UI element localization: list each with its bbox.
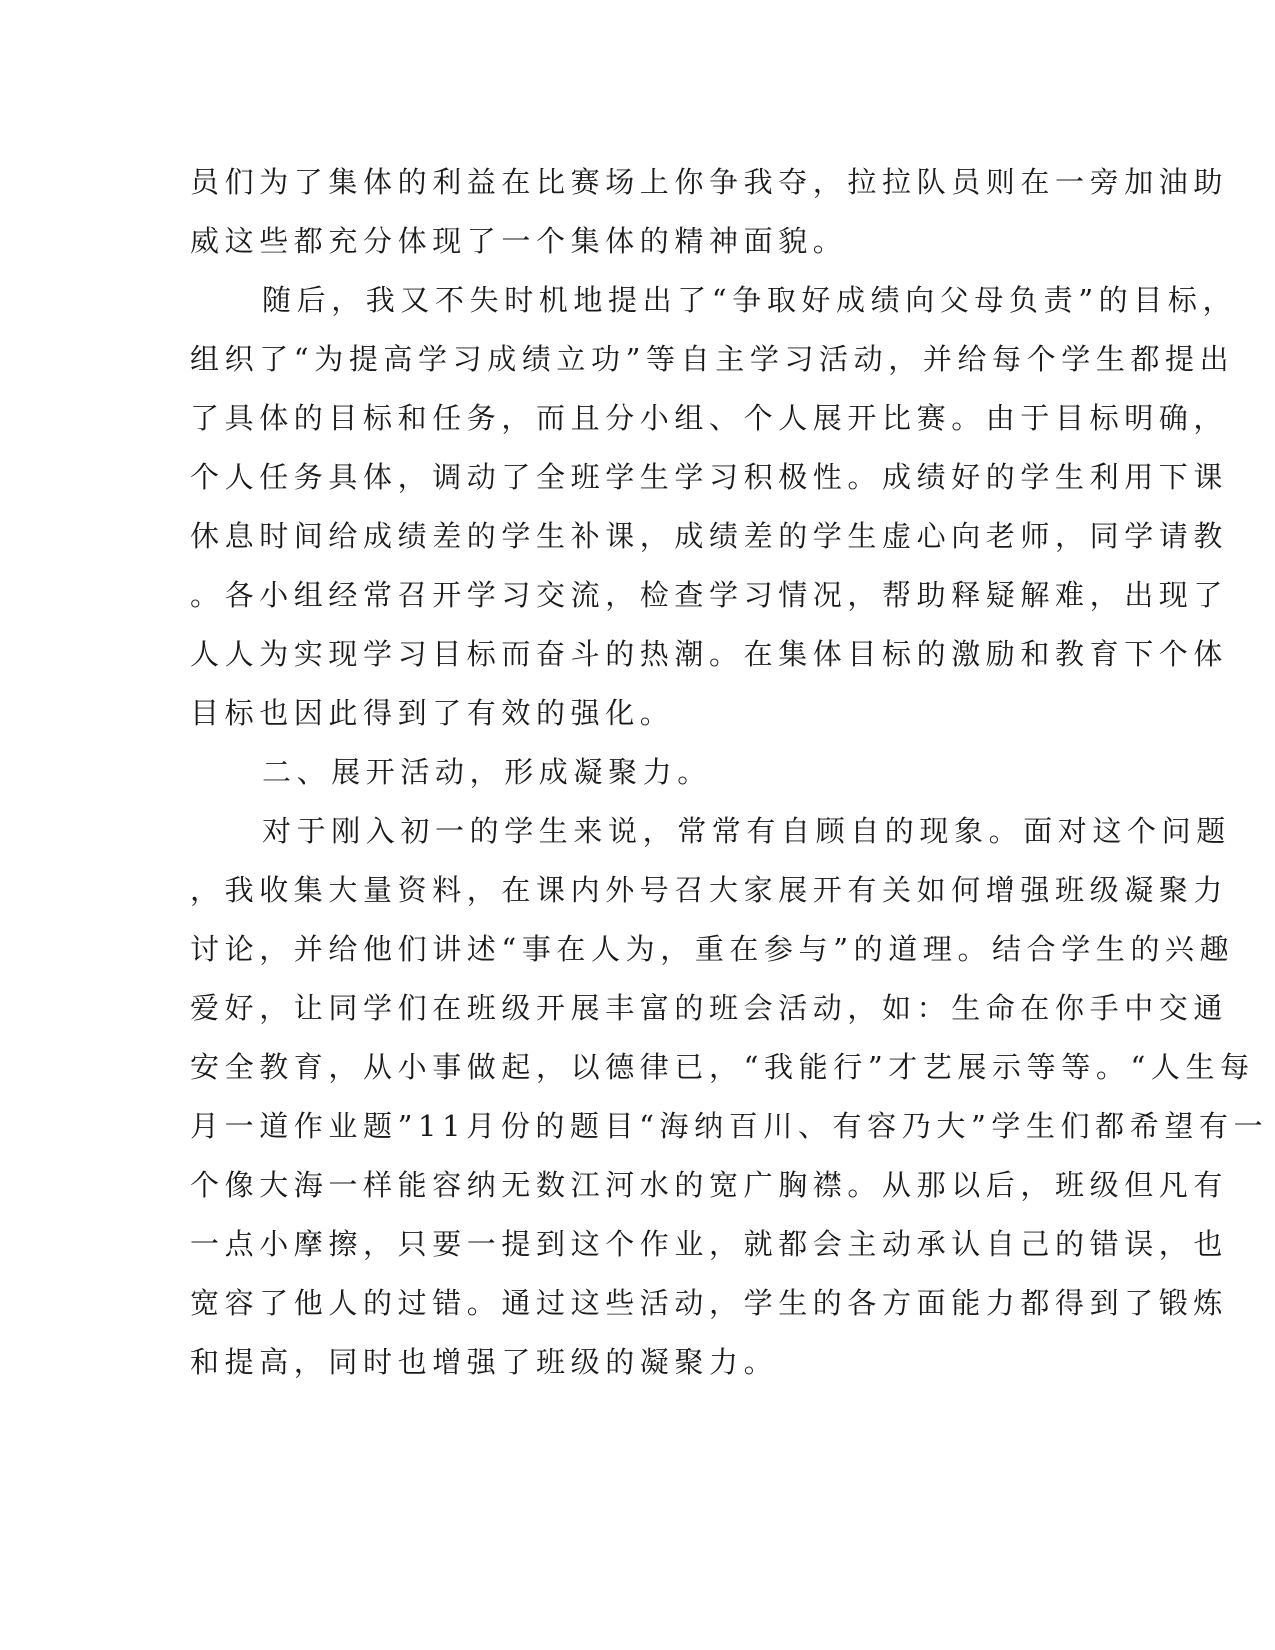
text-line: 目标也因此得到了有效的强化。 bbox=[190, 696, 675, 730]
text-line: 宽容了他人的过错。通过这些活动，学生的各方面能力都得到了锻炼 bbox=[190, 1286, 1229, 1320]
paragraph-start-line: 随后，我又不失时机地提出了“争取好成绩向父母负责”的目标， bbox=[262, 283, 1238, 317]
text-line: 月一道作业题”11月份的题目“海纳百川、有容乃大”学生们都希望有一 bbox=[190, 1109, 1269, 1143]
text-line: 人人为实现学习目标而奋斗的热潮。在集体目标的激励和教育下个体 bbox=[190, 637, 1229, 671]
text-line: 休息时间给成绩差的学生补课，成绩差的学生虚心向老师，同学请教 bbox=[190, 519, 1229, 553]
section-heading: 二、展开活动，形成凝聚力。 bbox=[262, 755, 712, 789]
text-line: ，我收集大量资料，在课内外号召大家展开有关如何增强班级凝聚力 bbox=[190, 873, 1229, 907]
text-line: 组织了“为提高学习成绩立功”等自主学习活动，并给每个学生都提出 bbox=[190, 342, 1235, 376]
text-line: 威这些都充分体现了一个集体的精神面貌。 bbox=[190, 224, 848, 258]
text-line: 一点小摩擦，只要一提到这个作业，就都会主动承认自己的错误，也 bbox=[190, 1227, 1229, 1261]
text-line: 了具体的目标和任务，而且分小组、个人展开比赛。由于目标明确， bbox=[190, 401, 1229, 435]
text-line: 爱好，让同学们在班级开展丰富的班会活动，如：生命在你手中交通 bbox=[190, 991, 1229, 1025]
text-line: 个像大海一样能容纳无数江河水的宽广胸襟。从那以后，班级但凡有 bbox=[190, 1168, 1229, 1202]
paragraph-start-line: 对于刚入初一的学生来说，常常有自顾自的现象。面对这个问题 bbox=[262, 814, 1231, 848]
text-line: 讨论，并给他们讲述“事在人为，重在参与”的道理。结合学生的兴趣 bbox=[190, 932, 1235, 966]
text-line: 员们为了集体的利益在比赛场上你争我夺，拉拉队员则在一旁加油助 bbox=[190, 165, 1229, 199]
text-line: 和提高，同时也增强了班级的凝聚力。 bbox=[190, 1345, 779, 1379]
text-line: 个人任务具体，调动了全班学生学习积极性。成绩好的学生利用下课 bbox=[190, 460, 1229, 494]
text-line: 安全教育，从小事做起，以德律已，“我能行”才艺展示等等。“人生每 bbox=[190, 1050, 1255, 1084]
text-line: 。各小组经常召开学习交流，检查学习情况，帮助释疑解难，出现了 bbox=[190, 578, 1229, 612]
